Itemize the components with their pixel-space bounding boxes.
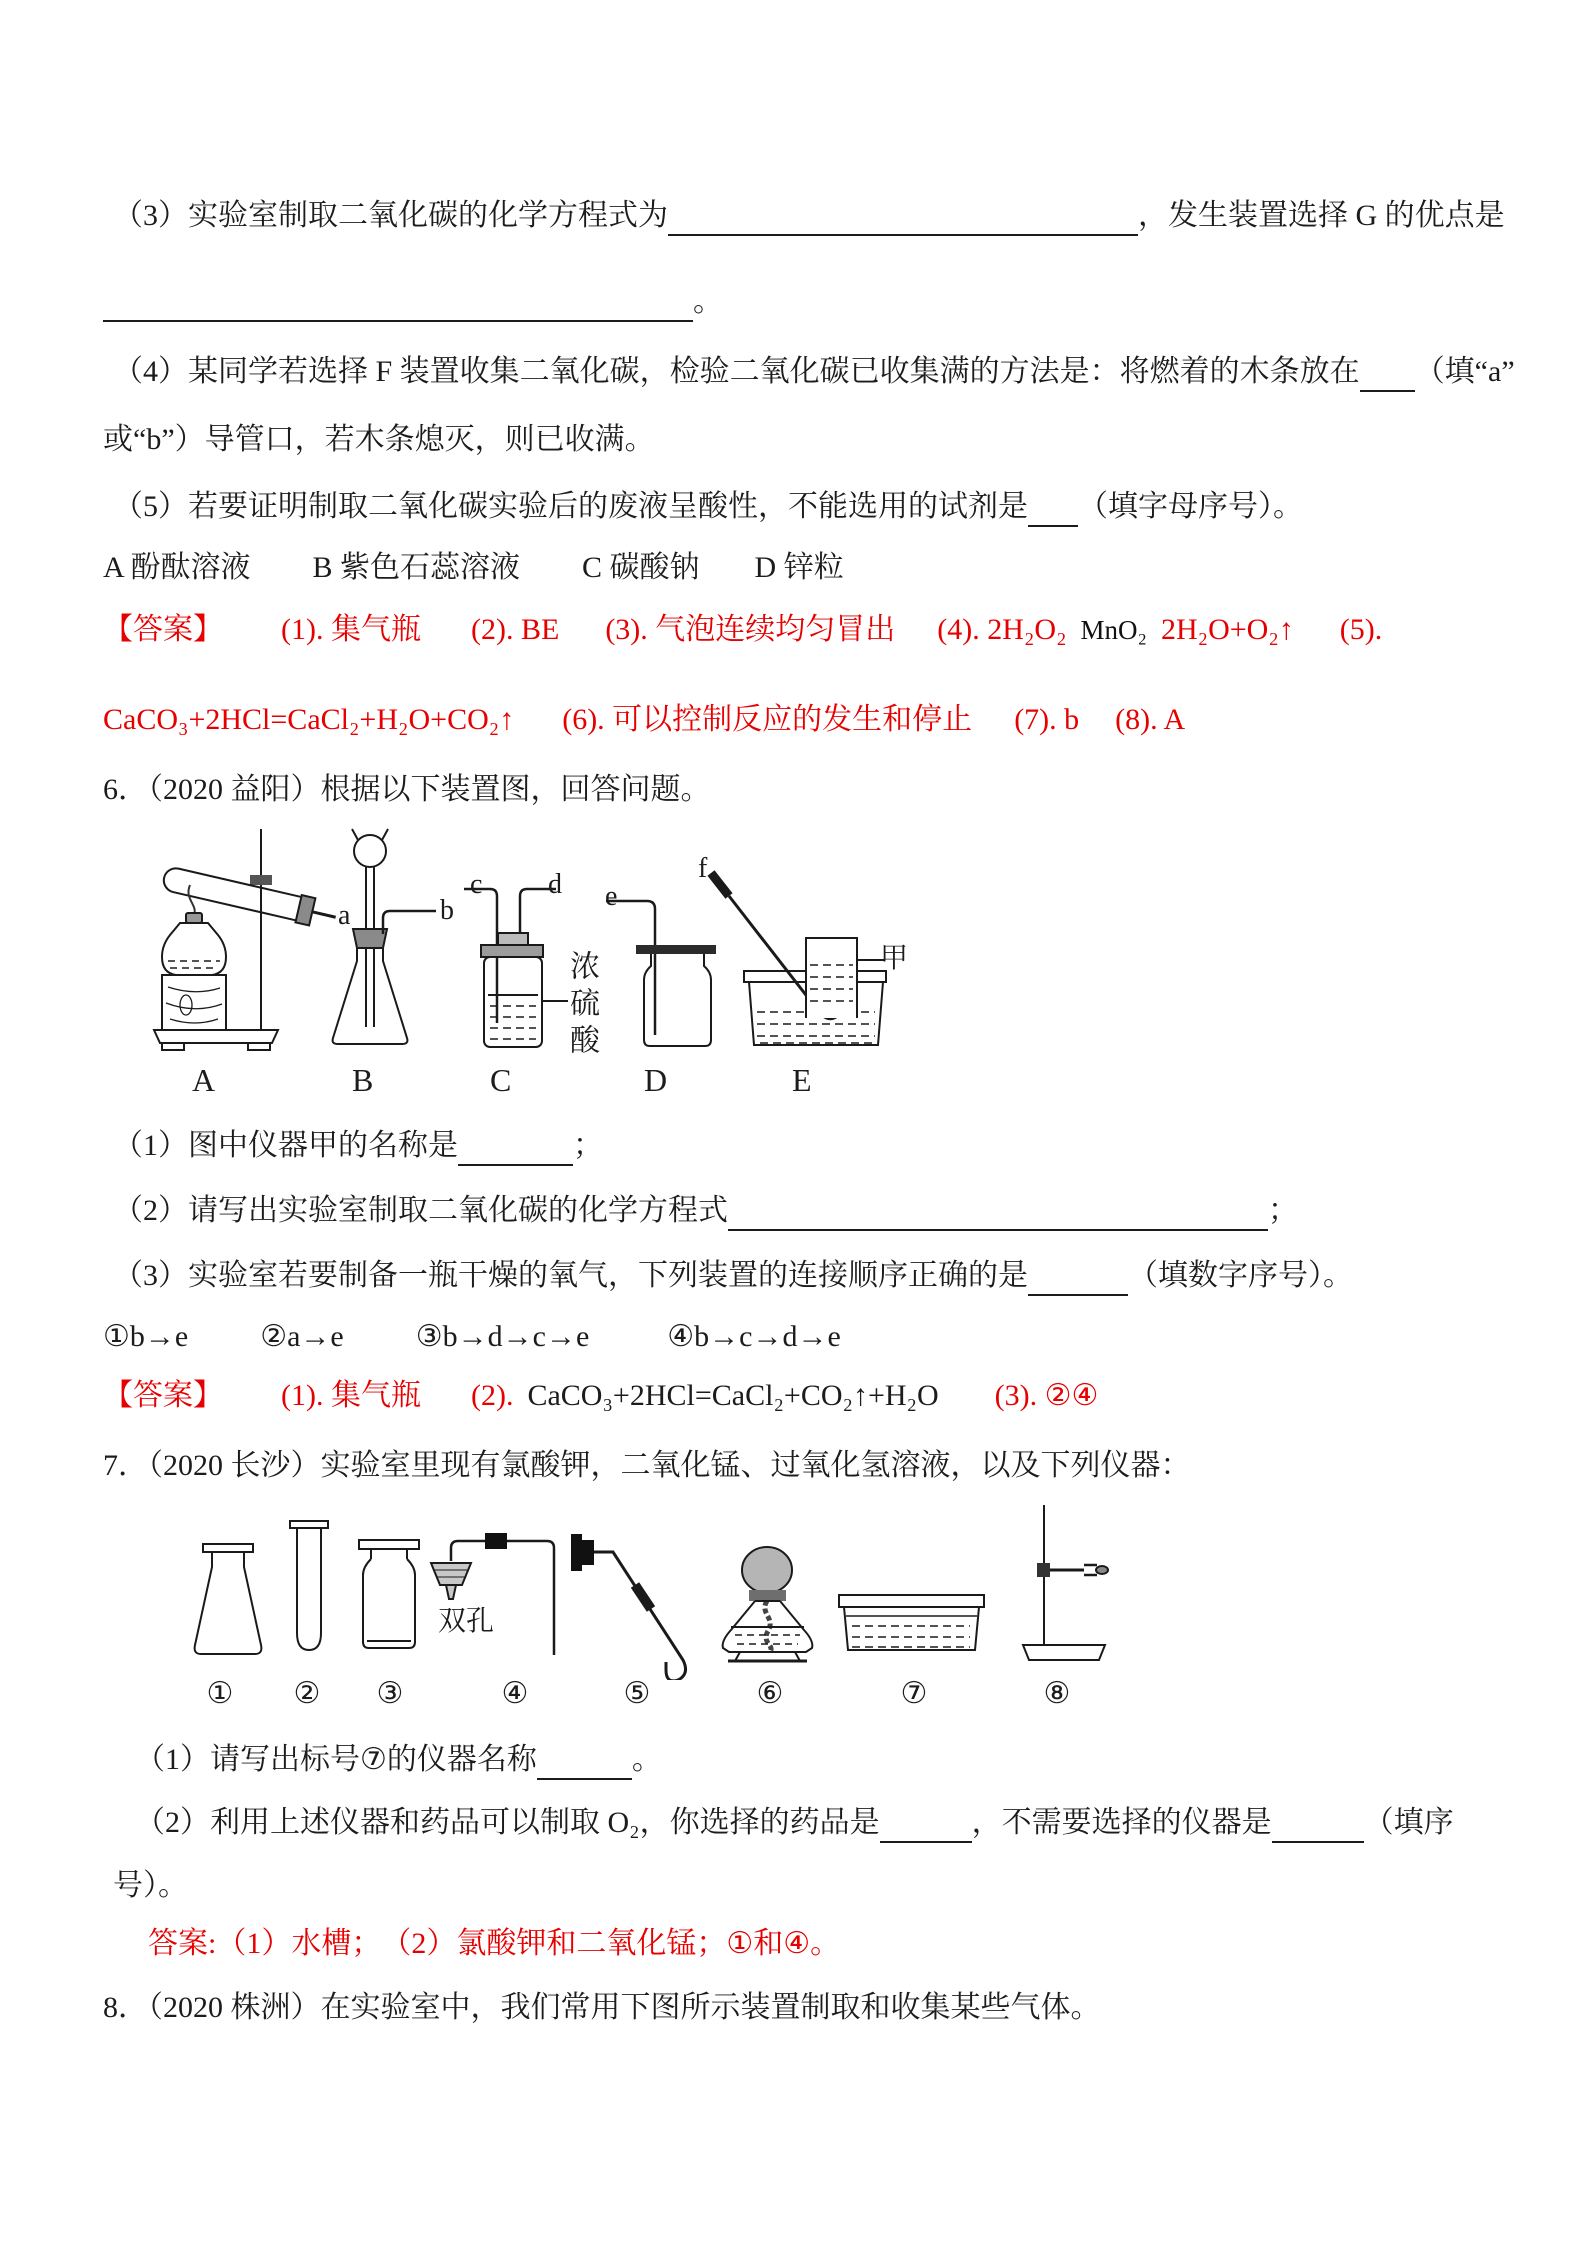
q5-option-a: A 酚酞溶液 xyxy=(103,551,251,584)
label-concentrated-sulfuric-acid: 浓硫酸 xyxy=(565,950,598,1061)
q7-stem xyxy=(103,1446,1191,1486)
instrument-number-4: ④ xyxy=(501,1677,529,1710)
q7-part2-line2 xyxy=(113,1866,188,1906)
q5-part4-line xyxy=(113,352,1515,392)
q6-options-line xyxy=(103,1317,841,1357)
q5-part3-blank2 xyxy=(103,284,693,322)
instrument-8-iron-stand xyxy=(1023,1505,1108,1660)
q5-part5-blank xyxy=(1028,489,1078,527)
q6-option-3: ③b→d→c→e xyxy=(415,1320,590,1353)
q6-option-2: ②a→e xyxy=(260,1320,344,1353)
q6-option-1: ①b→e xyxy=(103,1320,189,1353)
q5-answer-line2 xyxy=(103,700,1185,740)
q6-answer-2-formula: CaCO₃+2HCl=CaCl₂+CO₂↑+H₂O xyxy=(527,1379,939,1412)
q5-part3-text: （3）实验室制取二氧化碳的化学方程式为 xyxy=(113,199,668,232)
q6-answer-label: 【答案】 xyxy=(103,1379,223,1412)
q5-part3-line2 xyxy=(103,282,723,322)
q5-part3-period: 。 xyxy=(693,285,723,318)
instrument-3-bottle xyxy=(359,1540,419,1648)
q5-part3-blank xyxy=(668,198,1138,236)
q6-apparatus-figure xyxy=(100,815,960,1060)
q7-part2-text: （2）利用上述仪器和药品可以制取 O₂，你选择的药品是 xyxy=(135,1806,880,1839)
q5-option-c: C 碳酸钠 xyxy=(582,551,700,584)
tube-label-c: c xyxy=(470,869,483,900)
q7-stem-text: 7．（2020 长沙）实验室里现有氯酸钾，二氧化锰、过氧化氢溶液，以及下列仪器： xyxy=(103,1449,1191,1482)
q6-part2-line xyxy=(113,1191,1298,1231)
q7-instruments-figure xyxy=(100,1495,1230,1680)
q6-answer-3: (3). ②④ xyxy=(994,1379,1099,1412)
apparatus-letter-A: A xyxy=(192,1062,216,1098)
apparatus-A-heating-setup xyxy=(154,829,339,1050)
instrument-6-alcohol-lamp xyxy=(723,1547,813,1661)
q7-part2-mid: ，不需要选择的仪器是 xyxy=(971,1806,1272,1839)
q7-answer-line xyxy=(148,1924,840,1964)
q5-option-b: B 紫色石蕊溶液 xyxy=(312,551,521,584)
instrument-number-3: ③ xyxy=(376,1677,404,1710)
q5-part4-text-after: （填“a” xyxy=(1414,355,1515,388)
label-jia: 甲 xyxy=(880,943,909,974)
q7-part2-text-after: （填序 xyxy=(1363,1806,1454,1839)
q6-part2-text: （2）请写出实验室制取二氧化碳的化学方程式 xyxy=(113,1194,728,1227)
q5-part3-line xyxy=(113,196,1505,236)
apparatus-letter-D: D xyxy=(644,1062,668,1098)
apparatus-letter-E: E xyxy=(792,1062,812,1098)
instrument-7-water-trough xyxy=(839,1595,984,1650)
q5-answer-1: (1). 集气瓶 xyxy=(281,613,421,646)
q7-part2-blank1 xyxy=(880,1805,972,1843)
instrument-5-stopper-delivery-tube xyxy=(571,1534,686,1680)
tube-label-f: f xyxy=(698,853,708,884)
q5-part5-text: （5）若要证明制取二氧化碳实验后的废液呈酸性，不能选用的试剂是 xyxy=(113,490,1028,523)
instrument-number-7: ⑦ xyxy=(900,1677,928,1710)
q6-option-4: ④b→c→d→e xyxy=(667,1320,841,1353)
q5-answer-6: (6). 可以控制反应的发生和停止 xyxy=(562,703,973,736)
apparatus-B-flask-funnel xyxy=(333,829,436,1044)
tube-label-a: a xyxy=(338,900,351,931)
q5-answer-4-left: (4). 2H₂O₂ xyxy=(937,613,1067,646)
label-double-hole: 双孔 xyxy=(438,1606,495,1637)
q5-part4-text: （4）某同学若选择 F 装置收集二氧化碳，检验二氧化碳已收集满的方法是：将燃着的木条放在 xyxy=(113,355,1360,388)
q7-part1-text: （1）请写出标号⑦的仪器名称 xyxy=(135,1743,537,1776)
q7-part2-line xyxy=(135,1803,1454,1843)
q6-part1-line xyxy=(113,1126,603,1166)
q6-part1-blank xyxy=(458,1128,573,1166)
instrument-1-conical-flask xyxy=(195,1544,262,1654)
q7-part2-blank2 xyxy=(1272,1805,1364,1843)
instrument-2-test-tube xyxy=(290,1521,328,1650)
q6-part3-blank xyxy=(1028,1258,1128,1296)
q8-stem xyxy=(103,1988,1101,2028)
q7-part1-line xyxy=(135,1740,662,1780)
q5-answer-label: 【答案】 xyxy=(103,613,223,646)
q6-part3-text-after: （填数字序号）。 xyxy=(1128,1259,1353,1292)
q6-part1-punct: ； xyxy=(573,1129,603,1162)
q5-answer-formula: CaCO₃+2HCl=CaCl₂+H₂O+CO₂↑ xyxy=(103,703,515,736)
q6-answer-line xyxy=(103,1376,1098,1416)
instrument-number-1: ① xyxy=(206,1677,234,1710)
q7-part1-punct: 。 xyxy=(631,1743,662,1776)
apparatus-D-collecting-bottle xyxy=(606,901,716,1046)
q6-answer-2-num: (2). xyxy=(470,1379,514,1412)
q5-part5-line xyxy=(113,487,1303,527)
q5-answer-7: (7). b xyxy=(1014,703,1080,736)
q5-answer-2: (2). BE xyxy=(470,613,560,646)
instrument-number-8: ⑧ xyxy=(1043,1677,1071,1710)
tube-label-e: e xyxy=(605,881,618,912)
q5-answer-4-right: 2H₂O+O₂↑ xyxy=(1160,613,1294,646)
q5-part5-text-after: （填字母序号）。 xyxy=(1078,490,1303,523)
q6-part3-text: （3）实验室若要制备一瓶干燥的氧气，下列装置的连接顺序正确的是 xyxy=(113,1259,1028,1292)
tube-label-d: d xyxy=(548,869,562,900)
instrument-number-6: ⑥ xyxy=(756,1677,784,1710)
q6-part3-line xyxy=(113,1256,1353,1296)
q7-answer-text: 答案:（1）水槽； （2）氯酸钾和二氧化锰；①和④。 xyxy=(148,1927,841,1960)
q7-part1-blank xyxy=(537,1742,632,1780)
q5-option-d: D 锌粒 xyxy=(754,551,844,584)
q6-part1-text: （1）图中仪器甲的名称是 xyxy=(113,1129,458,1162)
instrument-number-5: ⑤ xyxy=(623,1677,651,1710)
apparatus-letter-B: B xyxy=(352,1062,374,1098)
q6-part2-blank xyxy=(728,1193,1268,1231)
q5-answer-5: (5). xyxy=(1339,613,1383,646)
q6-stem-text: 6．（2020 益阳）根据以下装置图，回答问题。 xyxy=(103,773,711,806)
apparatus-letter-C: C xyxy=(490,1062,512,1098)
catalyst-label: MnO₂ xyxy=(1080,615,1147,645)
q7-part2-wrap: 号）。 xyxy=(113,1869,188,1902)
q6-stem xyxy=(103,770,711,810)
q5-answer-8: (8). A xyxy=(1115,703,1186,736)
catalyst-condition xyxy=(1081,610,1147,650)
q6-answer-1: (1). 集气瓶 xyxy=(281,1379,421,1412)
tube-label-b: b xyxy=(440,895,454,926)
q5-answer-3: (3). 气泡连续均匀冒出 xyxy=(605,613,896,646)
q6-part2-punct: ； xyxy=(1268,1194,1298,1227)
apparatus-C-washing-bottle xyxy=(464,889,568,1047)
q5-part4-text2: 或“b”）导管口，若木条熄灭，则已收满。 xyxy=(103,423,655,456)
q5-part4-blank xyxy=(1360,354,1415,392)
q5-part4-line2 xyxy=(103,420,655,460)
q5-answer-line1 xyxy=(103,556,1382,650)
q8-stem-text: 8．（2020 株洲）在实验室中，我们常用下图所示装置制取和收集某些气体。 xyxy=(103,1991,1101,2024)
apparatus-E-water-trough xyxy=(711,873,886,1045)
instrument-number-2: ② xyxy=(293,1677,321,1710)
q5-part3-text-after: ，发生装置选择 G 的优点是 xyxy=(1138,199,1505,232)
